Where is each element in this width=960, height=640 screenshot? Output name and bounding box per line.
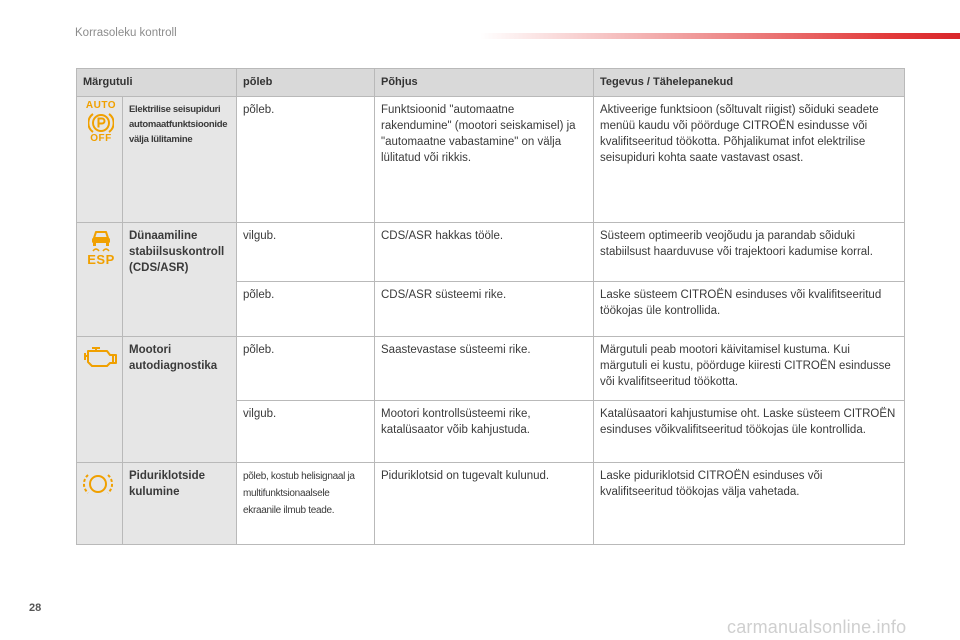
header-accent-bar xyxy=(480,33,960,39)
skidding-car-symbol xyxy=(90,228,112,252)
indicator-name: Mootori autodiagnostika xyxy=(123,337,237,463)
icon-label-esp: ESP xyxy=(87,252,115,267)
indicator-state xyxy=(237,463,375,545)
table-row xyxy=(77,97,905,223)
indicator-action: Laske piduriklotsid CITROËN esinduses või kvalifitseeritud töökojas välja vahetada. xyxy=(594,463,905,545)
indicator-state-text: põleb, kostub helisignaal ja multifunktsionaalsele ekraanile ilmub teade. xyxy=(243,471,355,516)
indicator-state: põleb. xyxy=(237,337,375,401)
indicator-cause: Mootori kontrollsüsteemi rike, katalüsaator võib kahjustuda. xyxy=(375,401,594,463)
brake-pad-wear-icon xyxy=(83,471,113,497)
table-row xyxy=(77,223,905,282)
auto-parking-brake-off-icon xyxy=(83,102,119,144)
watermark: carmanualsonline.info xyxy=(727,617,907,637)
indicator-state: vilgub. xyxy=(237,401,375,463)
indicator-state: vilgub. xyxy=(237,223,375,282)
page-header: Korrasoleku kontroll xyxy=(75,27,177,39)
indicator-icon-cell xyxy=(77,223,123,337)
indicator-action: Märgutuli peab mootori käivitamisel kustuma. Kui märgutuli ei kustu, pöörduge kiiresti CITROËN esindusse või kvalifitseeritud töökotta. xyxy=(594,337,905,401)
column-header-state: põleb xyxy=(237,69,375,97)
column-header-cause: Põhjus xyxy=(375,69,594,97)
indicator-name: Piduriklotside kulumine xyxy=(123,463,237,545)
indicator-name: Dünaamiline stabiilsuskontroll (CDS/ASR) xyxy=(123,223,237,337)
indicator-state: põleb. xyxy=(237,282,375,337)
column-header-indicator: Märgutuli xyxy=(77,69,237,97)
indicator-action: Süsteem optimeerib veojõudu ja parandab sõiduki stabiilsust haarduvuse või trajektoori kadumise korral. xyxy=(594,223,905,282)
indicator-state: põleb. xyxy=(237,97,375,223)
indicator-icon-cell xyxy=(77,97,123,223)
indicator-action: Katalüsaatori kahjustumise oht. Laske süsteem CITROËN esinduses võikvalifitseeritud töökojas üle kontrollida. xyxy=(594,401,905,463)
icon-label-off: OFF xyxy=(90,133,112,144)
indicator-cause: Piduriklotsid on tugevalt kulunud. xyxy=(375,463,594,545)
indicator-cause: CDS/ASR hakkas tööle. xyxy=(375,223,594,282)
indicator-cause: Funktsioonid "automaatne rakendumine" (mootori seiskamisel) ja "automaatne vabastamine" on välja lülitatud või rikkis. xyxy=(375,97,594,223)
indicator-cause: CDS/ASR süsteemi rike. xyxy=(375,282,594,337)
indicator-cause: Saastevastase süsteemi rike. xyxy=(375,337,594,401)
warning-lights-table xyxy=(76,68,905,545)
icon-label-auto: AUTO xyxy=(85,100,117,111)
indicator-icon-cell xyxy=(77,337,123,463)
table-row xyxy=(77,337,905,401)
page-number: 28 xyxy=(29,602,42,614)
column-header-action: Tegevus / Tähelepanekud xyxy=(594,69,905,97)
indicator-action: Aktiveerige funktsioon (sõltuvalt riigist) sõiduki seadete menüü kaudu või pöörduge CITROËN esindusse või kvalifitseeritud töökotta. Põhjalikumat infot elektrilise seisupiduri kohta saate vastavast osast. xyxy=(594,97,905,223)
table-row xyxy=(77,463,905,545)
table-header-row xyxy=(77,69,905,97)
indicator-action: Laske süsteem CITROËN esinduses või kvalifitseeritud töökojas üle kontrollida. xyxy=(594,282,905,337)
indicator-icon-cell xyxy=(77,463,123,545)
indicator-name: Elektrilise seisupiduri automaatfunktsioonide välja lülitamine xyxy=(123,97,237,223)
parking-brake-symbol xyxy=(88,111,114,135)
esp-skid-car-icon xyxy=(83,228,119,272)
engine-check-icon xyxy=(83,344,117,370)
